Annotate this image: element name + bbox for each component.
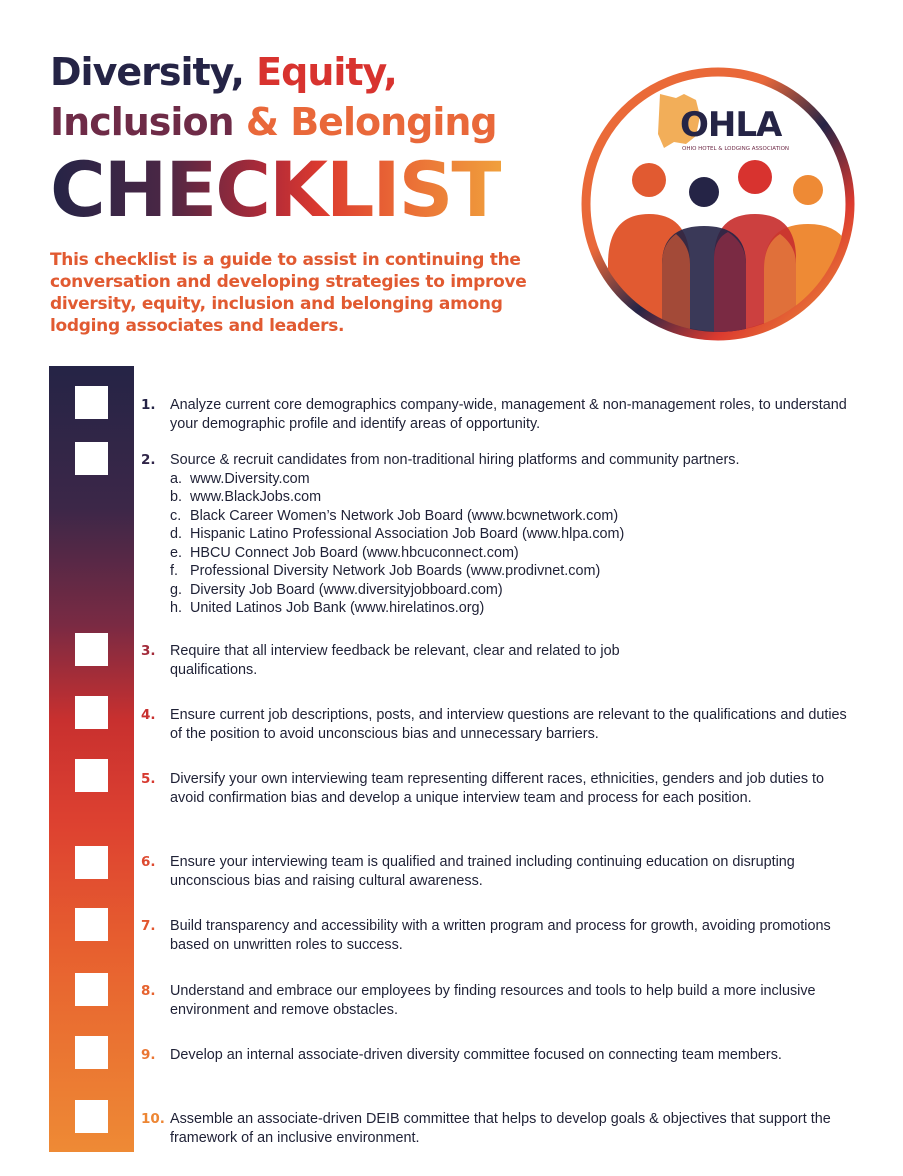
title-word-inclusion: Inclusion (50, 100, 234, 144)
item-number: 5. (141, 771, 156, 787)
title-word-diversity: Diversity, (50, 50, 244, 94)
checkbox-10[interactable] (75, 1100, 108, 1133)
sub-letter: g. (170, 581, 183, 598)
checklist-item (141, 982, 851, 1019)
title-line-1 (50, 50, 397, 94)
sub-letter: f. (170, 563, 178, 579)
sub-list-item (170, 544, 851, 563)
title-word-belonging: Belonging (290, 100, 497, 144)
checkbox-9[interactable] (75, 1036, 108, 1069)
checkbox-strip (49, 366, 134, 1152)
sub-text: www.BlackJobs.com (190, 489, 322, 505)
item-text: Source & recruit candidates from non-traditional hiring platforms and community partners. (170, 452, 740, 468)
checklist-item (141, 1110, 851, 1147)
item-text: Understand and embrace our employees by finding resources and tools to help build a more inclusive environment and remove obstacles. (170, 983, 816, 1018)
checklist-item (141, 451, 851, 618)
checkbox-7[interactable] (75, 908, 108, 941)
item-number: 3. (141, 643, 156, 659)
item-text: Require that all interview feedback be relevant, clear and related to job qualifications. (170, 643, 620, 678)
checklist-item (141, 396, 851, 433)
item-number: 9. (141, 1047, 156, 1063)
checkbox-8[interactable] (75, 973, 108, 1006)
logo-subtitle: OHIO HOTEL & LODGING ASSOCIATION (682, 146, 790, 152)
sub-text: United Latinos Job Bank (www.hirelatinos.org) (190, 600, 485, 616)
sub-list-item (170, 562, 851, 581)
sub-text: Professional Diversity Network Job Boards (www.prodivnet.com) (190, 563, 601, 579)
sub-list (170, 470, 851, 618)
item-number: 1. (141, 397, 156, 413)
sub-list-item (170, 488, 851, 507)
checkbox-3[interactable] (75, 633, 108, 666)
item-text: Assemble an associate-driven DEIB committee that helps to develop goals & objectives that support the framework of an inclusive environment. (170, 1111, 831, 1146)
checkbox-4[interactable] (75, 696, 108, 729)
intro-paragraph: This checklist is a guide to assist in continuing the conversation and developing strategies to improve diversity, equity, inclusion and belonging among lodging associates and leaders. (50, 250, 527, 336)
sub-text: HBCU Connect Job Board (www.hbcuconnect.com) (190, 544, 519, 561)
sub-text: www.Diversity.com (190, 470, 310, 487)
people-circle-icon (578, 64, 858, 344)
title-line-2 (50, 100, 497, 144)
title-word-equity: Equity, (256, 50, 397, 94)
checkbox-5[interactable] (75, 759, 108, 792)
sub-text: Hispanic Latino Professional Association Job Board (www.hlpa.com) (190, 526, 625, 542)
title-ampersand: & (245, 100, 278, 144)
item-number: 8. (141, 983, 156, 999)
checkbox-1[interactable] (75, 386, 108, 419)
checklist-item (141, 917, 851, 954)
item-text: Develop an internal associate-driven diversity committee focused on connecting team members. (170, 1047, 782, 1063)
checkbox-2[interactable] (75, 442, 108, 475)
sub-letter: c. (170, 507, 182, 524)
sub-list-item (170, 525, 851, 544)
sub-list-item (170, 507, 851, 526)
sub-list-item (170, 470, 851, 489)
ohla-logo (578, 64, 858, 344)
item-number: 7. (141, 918, 156, 934)
checklist-item (141, 770, 851, 807)
item-text: Ensure your interviewing team is qualified and trained including continuing education on disrupting unconscious bias and raising cultural awareness. (170, 854, 795, 889)
sub-letter: a. (170, 470, 183, 487)
item-number: 4. (141, 707, 156, 723)
logo-wordmark (680, 105, 789, 152)
item-text: Diversify your own interviewing team representing different races, ethnicities, genders and job duties to avoid confirmation bias and develop a unique interview team and process for each position. (170, 771, 825, 806)
item-text: Ensure current job descriptions, posts, and interview questions are relevant to the qualifications and duties of the position to avoid unconscious bias and unnecessary barriers. (170, 707, 847, 742)
checklist-item (141, 642, 851, 679)
sub-list-item (170, 581, 851, 600)
sub-text: Black Career Women’s Network Job Board (www.bcwnetwork.com) (190, 507, 619, 524)
sub-letter: h. (170, 600, 183, 616)
item-number: 6. (141, 854, 156, 870)
checkbox-6[interactable] (75, 846, 108, 879)
item-text: Analyze current core demographics company-wide, management & non-management roles, to understand your demographic profile and identify areas of opportunity. (170, 397, 847, 432)
item-number: 10. (141, 1111, 165, 1127)
sub-letter: e. (170, 544, 183, 561)
item-text: Build transparency and accessibility with a written program and process for growth, avoiding promotions based on unwritten roles to success. (170, 918, 831, 953)
page-title: CHECKLIST (50, 145, 502, 234)
sub-letter: b. (170, 489, 183, 505)
item-number: 2. (141, 452, 156, 468)
sub-list-item (170, 599, 851, 618)
checklist-item (141, 1046, 851, 1065)
logo-mark-text: OHLA (680, 105, 782, 145)
sub-letter: d. (170, 526, 183, 542)
checklist-item (141, 853, 851, 890)
checklist-item (141, 706, 851, 743)
sub-text: Diversity Job Board (www.diversityjobboard.com) (190, 581, 503, 598)
